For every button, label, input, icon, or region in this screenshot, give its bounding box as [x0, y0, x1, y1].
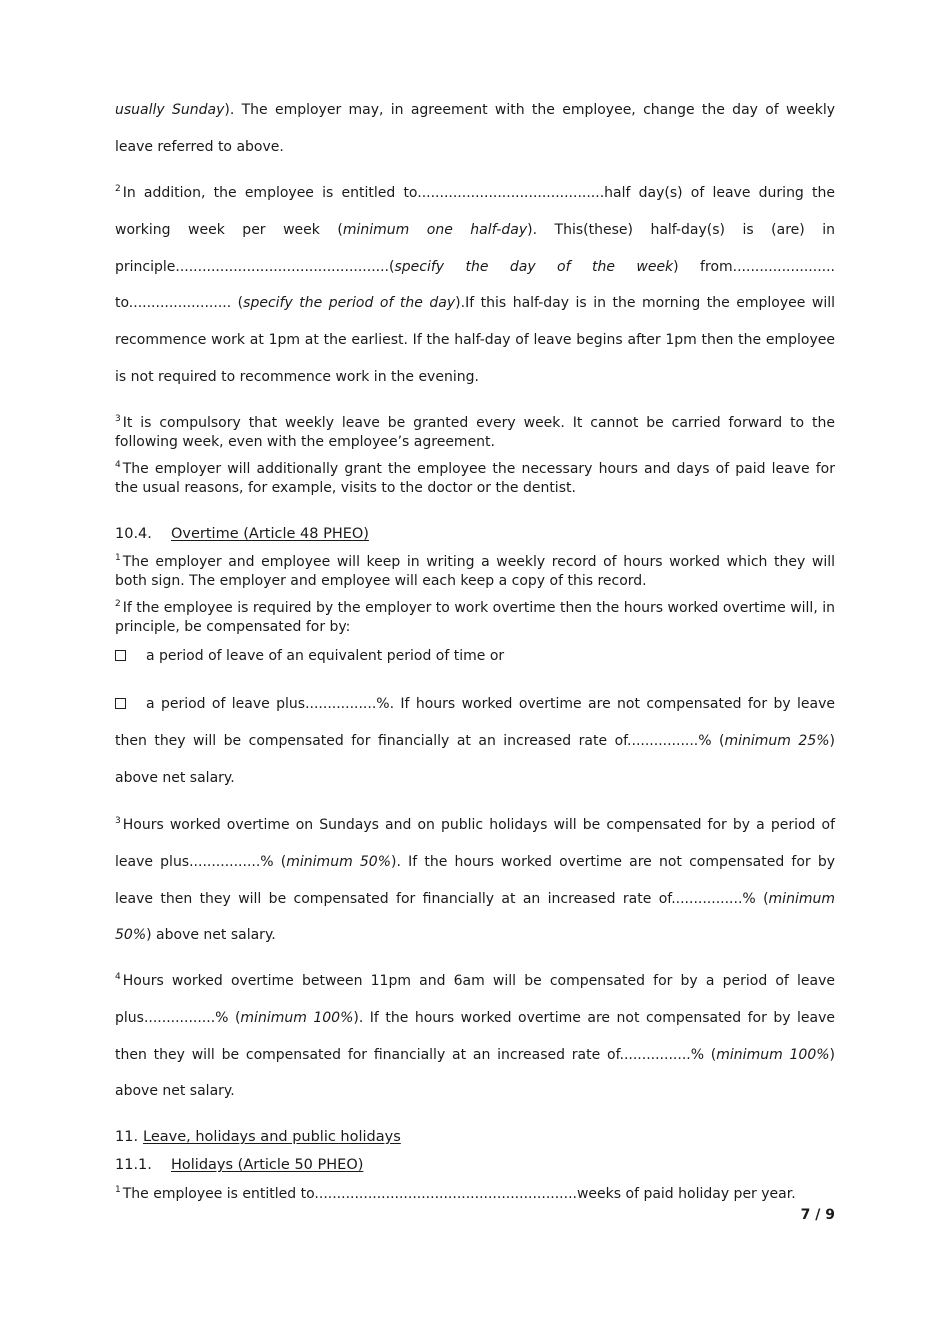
- section-title: Leave, holidays and public holidays: [143, 1129, 401, 1145]
- paragraph-text: Hours worked overtime between 11pm and 6am will be compensated for by a period of leave plus................% (: [115, 973, 835, 1026]
- checkbox-icon[interactable]: [115, 650, 126, 661]
- paragraph-paid-holiday: [115, 1185, 835, 1204]
- italic-note: specify the day of the week: [394, 258, 674, 275]
- italic-note: minimum 100%: [240, 1009, 354, 1026]
- page-number: 7 / 9: [800, 1207, 835, 1223]
- paragraph-text: The employer and employee will keep in writing a weekly record of hours worked which they will both sign. The employer and employee will each keep a copy of this record.: [115, 554, 835, 589]
- section-number: 10.4.: [115, 526, 152, 542]
- footnote-number: 4: [115, 972, 121, 982]
- section-heading-holidays: [115, 1155, 363, 1175]
- paragraph-text: It is compulsory that weekly leave be granted every week. It cannot be carried forward to the following week, even with the employee’s agreement.: [115, 415, 835, 450]
- section-title: Holidays (Article 50 PHEO): [171, 1157, 364, 1173]
- paragraph-text: ) above net salary.: [115, 1046, 836, 1100]
- option-leave-plus-percent: [115, 686, 835, 796]
- section-number: 11.: [115, 1129, 139, 1145]
- paragraph-text: If the employee is required by the employer to work overtime then the hours worked overtime will, in principle, be compensated for by:: [115, 600, 835, 635]
- section-heading-leave-holidays: [115, 1127, 401, 1147]
- paragraph-text: Hours worked overtime on Sundays and on public holidays will be compensated for by a period of leave plus................% (: [115, 817, 835, 870]
- option-text: a period of leave of an equivalent period of time or: [146, 648, 505, 664]
- paragraph-paid-leave-reasons: [115, 460, 835, 497]
- italic-note: minimum 100%: [716, 1046, 830, 1063]
- option-equivalent-leave: [115, 647, 835, 666]
- paragraph-compulsory-weekly-leave: [115, 414, 835, 451]
- footnote-number: 1: [115, 1185, 121, 1195]
- paragraph-text: The employer will additionally grant the employee the necessary hours and days of paid leave for the usual reasons, for example, visits to the doctor or the dentist.: [115, 461, 835, 496]
- section-title: Overtime (Article 48 PHEO): [171, 526, 369, 542]
- paragraph-text: ).If this half-day is in the morning the employee will recommence work at 1pm at the earliest. If the half-day of leave begins after 1pm then the employee is not required to recommence work in the evening.: [115, 295, 836, 385]
- footnote-number: 2: [115, 599, 121, 609]
- italic-note: minimum 50%: [115, 890, 835, 944]
- section-heading-overtime: [115, 524, 369, 544]
- paragraph-text: ). If the hours worked overtime are not compensated for by leave then they will be compensated for financially at an increased rate of................% (: [115, 1009, 835, 1063]
- footnote-number: 3: [115, 414, 121, 424]
- option-text: ) above net salary.: [115, 732, 835, 786]
- paragraph-text: ) from....................... to....................... (: [115, 258, 835, 312]
- paragraph-overtime-record: [115, 553, 835, 590]
- paragraph-overtime-compensation: [115, 599, 835, 636]
- paragraph-text: ) above net salary.: [146, 927, 276, 944]
- paragraph-text: The employee is entitled to...........................................................weeks of paid holiday per year.: [122, 1186, 796, 1202]
- paragraph-text: ). This(these) half-day(s) is (are) in principle................................................(: [115, 221, 835, 275]
- section-number: 11.1.: [115, 1157, 152, 1173]
- italic-note: specify the period of the day: [243, 295, 456, 312]
- paragraph-sunday-overtime: [115, 807, 835, 954]
- footnote-number: 1: [115, 553, 121, 563]
- paragraph-text: ). The employer may, in agreement with the employee, change the day of weekly leave referred to above.: [115, 102, 836, 155]
- paragraph-text: ). If the hours worked overtime are not compensated for by leave then they will be compensated for financially at an increased rate of................% (: [115, 853, 835, 907]
- footnote-number: 2: [115, 184, 121, 194]
- checkbox-icon[interactable]: [115, 698, 126, 709]
- italic-usually-sunday: usually Sunday: [115, 102, 225, 118]
- italic-note: minimum 25%: [724, 732, 830, 749]
- option-text: a period of leave plus................%. If hours worked overtime are not compensated for by leave then they will be compensated for financially at an increased rate of................% (: [115, 696, 835, 749]
- paragraph-night-overtime: [115, 963, 835, 1110]
- paragraph-weekly-leave-day: [115, 92, 835, 166]
- footnote-number: 3: [115, 816, 121, 826]
- paragraph-half-day-leave: [115, 175, 835, 396]
- italic-note: minimum one half-day: [342, 221, 528, 238]
- paragraph-text: In addition, the employee is entitled to..........................................half day(s) of leave during the working week per week (: [115, 185, 835, 238]
- italic-note: minimum 50%: [286, 853, 392, 870]
- footnote-number: 4: [115, 460, 121, 470]
